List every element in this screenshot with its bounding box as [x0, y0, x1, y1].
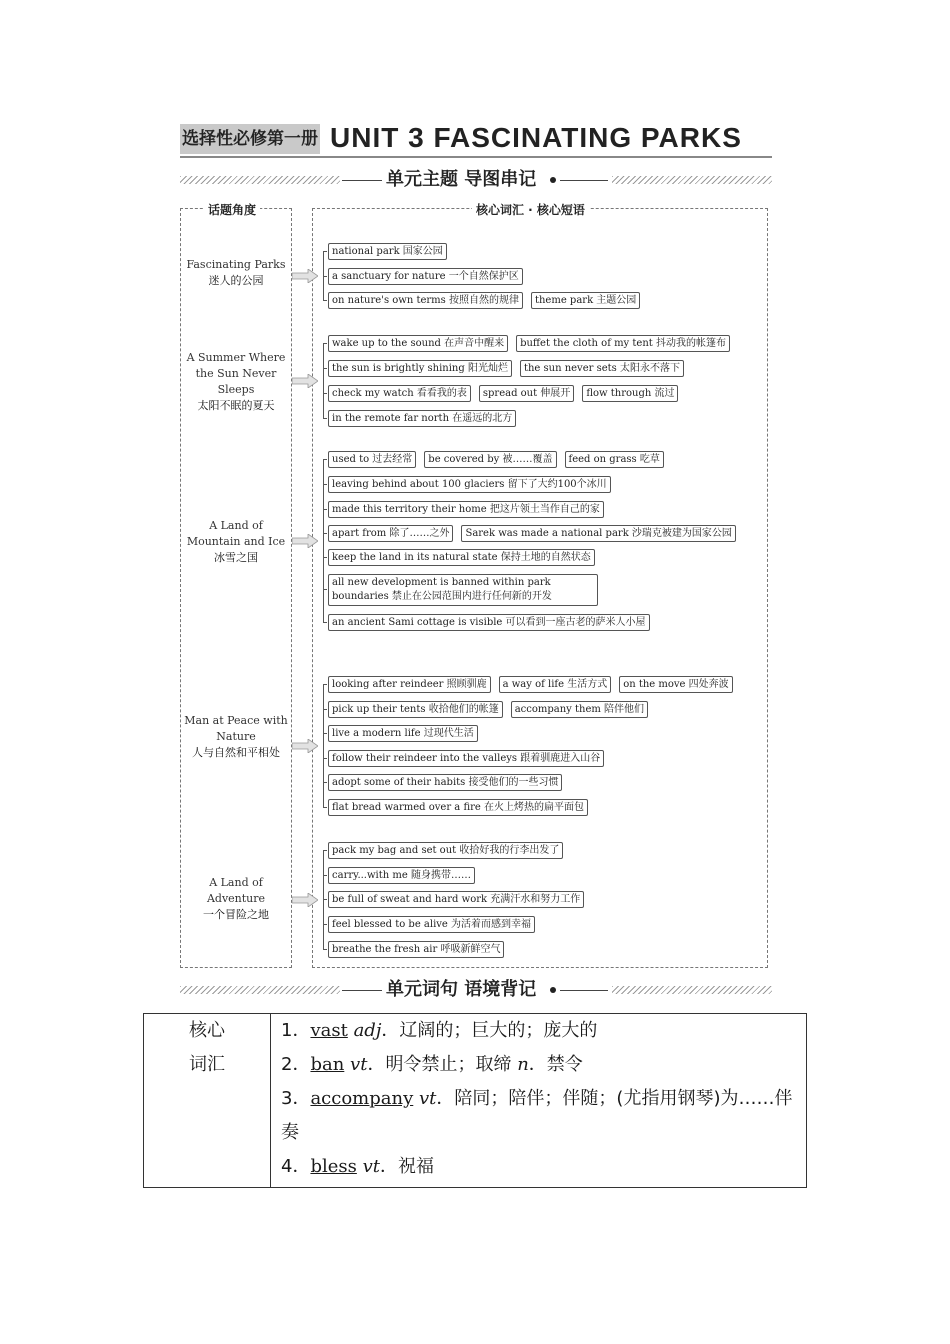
- connector-tick: [323, 924, 327, 925]
- phrase-row: [328, 501, 604, 518]
- phrase-row: [328, 385, 678, 402]
- phrase-chip: flat bread warmed over a fire 在火上烤热的扁平面包: [328, 799, 588, 816]
- connector-tick: [323, 709, 327, 710]
- topic-chinese: 迷人的公园: [208, 274, 264, 287]
- table-header-line1: 核心: [189, 1020, 225, 1041]
- phrase-row: [328, 799, 588, 816]
- phrase-chip: an ancient Sami cottage is visible 可以看到一座古老的萨米人小屋: [328, 614, 650, 631]
- phrase-chip: keep the land in its natural state 保持土地的自然状态: [328, 549, 595, 566]
- phrase-chip: in the remote far north 在遥远的北方: [328, 410, 516, 427]
- connector-tick: [323, 459, 327, 460]
- phrase-row: [328, 774, 562, 791]
- phrase-chip: wake up to the sound 在声音中醒来: [328, 335, 508, 352]
- phrase-chip: buffet the cloth of my tent 抖动我的帐篷布: [516, 335, 730, 352]
- table-divider: [270, 1014, 271, 1187]
- phrase-row: [328, 701, 648, 718]
- connector-tick: [323, 807, 327, 808]
- table-header-line2: 词汇: [189, 1054, 225, 1075]
- vocab-word: vast: [310, 1020, 348, 1041]
- topic-english: Man at Peace with Nature: [184, 714, 288, 743]
- core-phrases-label: 核心词汇 · 核心短语: [472, 201, 589, 218]
- phrase-chip: be full of sweat and hard work 充满汗水和努力工作: [328, 891, 584, 908]
- connector-tick: [323, 684, 327, 685]
- vocab-item: 2．ban vt．明令禁止；取缔 n．禁令: [281, 1054, 583, 1075]
- banner-title: 单元词句 语境背记: [386, 979, 537, 1000]
- connector-tick: [323, 276, 327, 277]
- topic-label: [183, 875, 289, 923]
- vocab-item: 4．bless vt．祝福: [281, 1156, 434, 1177]
- phrase-row: [328, 725, 478, 742]
- topic-label: [183, 713, 289, 761]
- phrase-chip: be covered by 被……覆盖: [424, 451, 556, 468]
- phrase-chip: leaving behind about 100 glaciers 留下了大约100个冰川: [328, 476, 611, 493]
- phrase-row: [328, 574, 598, 606]
- phrase-row: [328, 268, 523, 285]
- connector-tick: [323, 557, 327, 558]
- phrase-chip: flow through 流过: [582, 385, 678, 402]
- phrase-row: [328, 891, 584, 908]
- connector-tick: [323, 533, 327, 534]
- phrase-chip: on nature's own terms 按照自然的规律: [328, 292, 523, 309]
- phrase-chip: national park 国家公园: [328, 243, 447, 260]
- topic-label: [183, 257, 289, 289]
- phrase-chip: apart from 除了……之外: [328, 525, 453, 542]
- topic-english: Fascinating Parks: [186, 258, 286, 271]
- phrase-chip: theme park 主题公园: [531, 292, 640, 309]
- phrase-chip: looking after reindeer 照顾驯鹿: [328, 676, 491, 693]
- book-tag: 选择性必修第一册: [180, 124, 320, 154]
- topic-chinese: 一个冒险之地: [203, 908, 269, 921]
- topic-english: A Summer Where the Sun Never Sleeps: [186, 351, 286, 396]
- vocab-word: bless: [310, 1156, 357, 1177]
- topic-angle-label: 话题角度: [204, 201, 260, 218]
- connector-tick: [323, 589, 327, 590]
- topic-angle-box: [180, 208, 292, 968]
- phrase-chip: feed on grass 吃草: [565, 451, 664, 468]
- phrase-row: [328, 549, 595, 566]
- unit-title: UNIT 3 FASCINATING PARKS: [330, 122, 742, 153]
- phrase-row: [328, 867, 475, 884]
- connector-tick: [323, 251, 327, 252]
- phrase-chip: all new development is banned within park boundaries 禁止在公园范围内进行任何新的开发: [328, 574, 598, 606]
- connector-tick: [323, 418, 327, 419]
- arrow-right-icon: [292, 269, 318, 283]
- phrase-chip: a way of life 生活方式: [499, 676, 612, 693]
- connector-tick: [323, 393, 327, 394]
- phrase-chip: follow their reindeer into the valleys 跟着驯鹿进入山谷: [328, 750, 604, 767]
- vocab-item: 3．accompany vt．陪同；陪伴；伴随；(尤指用钢琴)为……伴: [281, 1088, 793, 1109]
- header-rule: [180, 156, 772, 158]
- phrase-chip: a sanctuary for nature 一个自然保护区: [328, 268, 523, 285]
- phrase-chip: made this territory their home 把这片领土当作自己的家: [328, 501, 604, 518]
- phrase-chip: live a modern life 过现代生活: [328, 725, 478, 742]
- vocab-word: ban: [310, 1054, 345, 1075]
- section-banner-mindmap: [180, 166, 772, 194]
- bracket-line: [323, 343, 328, 418]
- phrase-chip: adopt some of their habits 接受他们的一些习惯: [328, 774, 562, 791]
- topic-english: A Land of Adventure: [206, 876, 266, 905]
- connector-tick: [323, 343, 327, 344]
- phrase-chip: used to 过去经常: [328, 451, 416, 468]
- phrase-chip: the sun never sets 太阳永不落下: [520, 360, 684, 377]
- connector-tick: [323, 484, 327, 485]
- arrow-right-icon: [292, 374, 318, 388]
- phrase-row: [328, 335, 730, 352]
- vocab-item-continued: 奏: [281, 1122, 299, 1143]
- phrase-row: [328, 292, 640, 309]
- topic-label: [183, 350, 289, 414]
- phrase-chip: carry...with me 随身携带……: [328, 867, 475, 884]
- phrase-chip: pack my bag and set out 收拾好我的行李出发了: [328, 842, 563, 859]
- phrase-chip: on the move 四处奔波: [619, 676, 732, 693]
- topic-chinese: 冰雪之国: [214, 551, 258, 564]
- phrase-row: [328, 410, 516, 427]
- phrase-chip: accompany them 陪伴他们: [511, 701, 648, 718]
- connector-tick: [323, 782, 327, 783]
- phrase-row: [328, 451, 664, 468]
- vocab-table: [143, 1013, 807, 1188]
- phrase-chip: feel blessed to be alive 为活着而感到幸福: [328, 916, 535, 933]
- connector-tick: [323, 368, 327, 369]
- connector-tick: [323, 509, 327, 510]
- connector-tick: [323, 622, 327, 623]
- phrase-chip: spread out 伸展开: [479, 385, 574, 402]
- section-banner-vocab: [180, 976, 772, 1004]
- phrase-row: [328, 243, 447, 260]
- phrase-chip: pick up their tents 收拾他们的帐篷: [328, 701, 503, 718]
- phrase-row: [328, 676, 733, 693]
- banner-title: 单元主题 导图串记: [386, 169, 537, 190]
- phrase-row: [328, 525, 736, 542]
- vocab-item: 1．vast adj．辽阔的；巨大的；庞大的: [281, 1020, 598, 1041]
- connector-tick: [323, 850, 327, 851]
- topic-english: A Land of Mountain and Ice: [186, 519, 286, 548]
- connector-tick: [323, 875, 327, 876]
- phrase-row: [328, 941, 504, 958]
- topic-chinese: 人与自然和平相处: [192, 746, 280, 759]
- phrase-chip: Sarek was made a national park 沙瑞克被建为国家公园: [461, 525, 735, 542]
- phrase-row: [328, 916, 535, 933]
- topic-label: [183, 518, 289, 566]
- phrase-chip: check my watch 看看我的表: [328, 385, 471, 402]
- phrase-row: [328, 750, 604, 767]
- arrow-right-icon: [292, 893, 318, 907]
- phrase-row: [328, 842, 563, 859]
- connector-tick: [323, 758, 327, 759]
- vocab-word: accompany: [310, 1088, 414, 1109]
- phrase-row: [328, 614, 650, 631]
- phrase-row: [328, 476, 611, 493]
- connector-tick: [323, 949, 327, 950]
- connector-tick: [323, 300, 327, 301]
- connector-tick: [323, 733, 327, 734]
- phrase-chip: the sun is brightly shining 阳光灿烂: [328, 360, 512, 377]
- connector-tick: [323, 899, 327, 900]
- arrow-right-icon: [292, 739, 318, 753]
- phrase-row: [328, 360, 684, 377]
- phrase-chip: breathe the fresh air 呼吸新鲜空气: [328, 941, 504, 958]
- topic-chinese: 太阳不眠的夏天: [197, 399, 275, 412]
- arrow-right-icon: [292, 534, 318, 548]
